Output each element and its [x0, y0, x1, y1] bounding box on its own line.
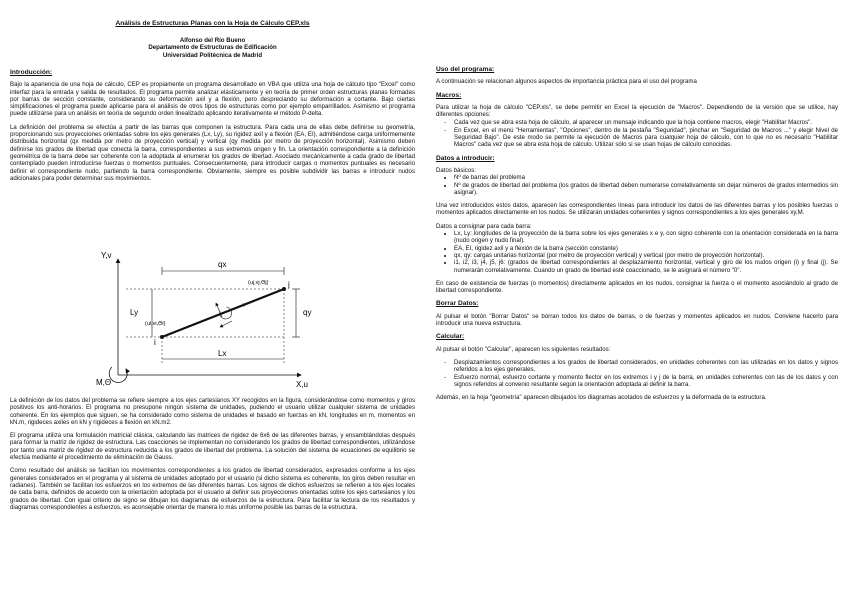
- qy-label: qy: [303, 308, 312, 317]
- moment-label: M,Θ: [96, 378, 112, 387]
- right-column: [436, 66, 838, 407]
- ly-label: Ly: [130, 308, 139, 317]
- macros-list: [436, 119, 838, 148]
- y-axis-label: Y,v: [101, 251, 112, 260]
- datos-paragraph: Una vez introducidos estos datos, aparecen las correspondientes líneas para introducir los datos de las diferentes barras y los posibles fuerzas o momentos aplicados directamente en los nudos. Se utilizarán unidades coherentes y signos correspondientes a los ejes generales xy,M.: [436, 202, 838, 217]
- node-i-label: i: [154, 338, 156, 347]
- x-axis-label: X,u: [296, 380, 309, 389]
- load-arrow: [220, 321, 232, 327]
- calcular-heading: Calcular:: [436, 333, 465, 341]
- list-item: - Cada vez que se abra esta hoja de cálculo, al aparecer un mensaje indicando que la hoja contiene macros, elegir "Habilitar Macros".: [454, 119, 838, 126]
- list-item: • Nº de barras del problema: [454, 174, 838, 181]
- intro-heading: Introducción:: [10, 69, 53, 76]
- datos-basicos-list: [436, 174, 838, 196]
- list-item: • EA, EI, rigidez axil y a flexión de la barra (sección constante): [454, 245, 838, 252]
- macros-heading: Macros:: [436, 91, 462, 99]
- intro-paragraph-3: La definición de los datos del problema se refiere siempre a los ejes cartesianos XY recogidos en la figura, considerándose como momentos y giros positivos los anti-horarios. El programa no presupone ningún sistema de unidades, pudiendo el usuario utilizar cualquier sistema de unidades coherente. En los ejemplos que siguen, se ha considerado como sistema de unidades el basado en fuerzas en kN, longitudes en m, momentos en kN.m, rigideces axiles en kN y rigideces a flexión en kN.m2.: [10, 397, 415, 426]
- intro-paragraph-5: Como resultado del análisis se facilitan los movimientos correspondientes a los grados de libertad considerados, expresados conforme a los ejes generales considerados en el programa y al sistema de unidades adoptado por el usuario (si dicho sistema es coherente, los giros deben resultar en radianes). También se facilitan los esfuerzos en los extremos de las diferentes barras. Los signos de dichos esfuerzos se refieren a los ejes locales de cada barra, definidos de acuerdo con la orientación adoptada por el usuario al definir sus proyecciones orientadas sobre los ejes cartesianos y los grados de libertad. Con igual criterio de signo se dibujan los diagramas de esfuerzos de la estructura. Para facilitar la lectura de los resultados y diagramas correspondientes a esfuerzos, es aconsejable orientar de manera lo más uniforme posible las barras de la estructura.: [10, 467, 415, 511]
- list-item: • qx, qy: cargas unitarias horizontal (por metro de proyección vertical) y vertical (por metro de proyección horizontal).: [454, 252, 838, 259]
- datos-basicos-label: Datos básicos:: [436, 166, 476, 174]
- calcular-paragraph: Al pulsar el botón "Calcular", aparecen los siguientes resultados:: [436, 345, 611, 353]
- list-item: • i1, i2, i3, j4, j5, j6: (grados de libertad correspondientes al desplazamiento horizontal, vertical y giro de los nudos origen (i) y final (j). Se numerarán correlativamente. Cuando un grado de libertad esté coaccionado, se le asignará el número "0".: [454, 259, 838, 274]
- lx-label: Lx: [218, 349, 227, 358]
- uso-paragraph: A continuación se relacionan algunos aspectos de importancia práctica para el uso del programa: [436, 78, 697, 86]
- calcular-list: [436, 359, 838, 388]
- dof-i-label: (ui,vi,Θi): [145, 321, 166, 327]
- intro-paragraph-4: El programa utiliza una formulación matricial clásica, calculando las matrices de rigidez de 6x6 de las diferentes barras, y ensamblándolas después para formar la matriz de rigidez de estructura. Las coacciones se implementan no considerando los grados de libertad correspondientes, utilizándose por tanto una matriz de rigidez de estructura reducida a los grados de libertad del problema. La solución del sistema de ecuaciones de equilibrio se efectúa mediante el procedimiento de eliminación de Gauss.: [10, 432, 415, 462]
- borrar-paragraph: Al pulsar el botón "Borrar Datos" se borran todos los datos de barras, o de fuerzas y momentos aplicados en nudos. Conviene hacerlo para introducir una nueva estructura.: [436, 312, 838, 328]
- datos-barra-list: [436, 230, 838, 274]
- final-paragraph: Además, en la hoja "geometría" aparecen dibujados los diagramas acotados de esfuerzos y la deformada de la estructura.: [436, 394, 767, 402]
- author-university: Universidad Politécnica de Madrid: [162, 51, 263, 59]
- qx-label: qx: [218, 260, 227, 269]
- uso-heading: Uso del programa:: [436, 66, 495, 73]
- authors-block: [10, 37, 415, 59]
- list-item: • Nº de grados de libertad del problema (los grados de libertad deben numerarse correlativamente sin dejar números de grados intermedios sin asignar).: [454, 182, 838, 197]
- dof-j-label: (uj,vj,Θj): [248, 280, 269, 286]
- fuerzas-paragraph: En caso de existencia de fuerzas (o momentos) directamente aplicados en los nudos, consignar la fuerza o el momento asociándolo al grado de libertad correspondiente.: [436, 279, 838, 295]
- author-name: Alfonso del Río Bueno: [179, 37, 246, 44]
- list-item: - Esfuerzo normal, esfuerzo cortante y momento flector en los extremos i y j de la barra, en unidades coherentes con las de los datos y con signos referidos al convenio resultante según la orientación adoptada al definir la barra.: [454, 374, 838, 389]
- structure-figure: [96, 247, 326, 397]
- intro-section-top: [10, 69, 415, 188]
- list-item: - En Excel, en el menú "Herramientas", "Opciones", dentro de la pestaña "Seguridad", pinchar en "Seguridad de Macros ..." y elegir Nivel de Seguridad Bajo". De este modo se permite la ejecución de Macros para cualquier hoja de cálculo, con lo que no es necesario "Habilitar Macros" cada vez que se abra esta hoja de cálculo. Utilizar sólo si se usan hojas de cálculo conocidas.: [454, 127, 838, 149]
- macros-paragraph: Para utilizar la hoja de cálculo "CEP.xls", se debe permitir en Excel la ejecución de "Macros". Dependiendo de la versión que se utilice, hay diferentes opciones:: [436, 103, 838, 119]
- author-department: Departamento de Estructuras de Edificación: [148, 44, 277, 52]
- local-x-arrow: [214, 304, 246, 317]
- datos-barra-label: Datos a consignar para cada barra:: [436, 222, 532, 230]
- intro-paragraph-1: Bajo la apariencia de una hoja de cálculo, CEP es propiamente un programa desarrollado en VBA que utiliza una hoja de cálculo tipo "Excel" como interfaz para la entrada y salida de resultados. El programa permite analizar elásticamente y en teoría de primer orden estructuras planas formadas por barras de sección constante, considerando su deformación axil y a flexión, pero despreciando su deformación a cortante. Bajo ciertas simplificaciones el programa puede aplicarse para el análisis de otros tipos de estructuras como por ejemplo emparrillados. Asimismo el programa puede utilizarse para un análisis en teoría de segundo orden linealizado aplicando iterativamente el método P-delta.: [10, 81, 415, 118]
- datos-heading: Datos a introducir:: [436, 154, 495, 162]
- list-item: • Lx, Ly: longitudes de la proyección de la barra sobre los ejes generales x e y, con signo coherente con la orientación considerada en la barra (nudo origen y nudo final).: [454, 230, 838, 245]
- bar-ij: [162, 289, 284, 337]
- list-item: - Desplazamientos correspondientes a los grados de libertad considerados, en unidades coherentes con las utilizadas en los datos y signos referidos a los ejes generales.: [454, 359, 838, 374]
- borrar-heading: Borrar Datos:: [436, 300, 479, 308]
- page-title: Análisis de Estructuras Planas con la Hoja de Cálculo CEP.xls: [115, 20, 310, 27]
- node-j-label: j: [288, 280, 290, 289]
- intro-paragraph-2: La definición del problema se efectúa a partir de las barras que componen la estructura. Para cada una de ellas debe definirse su geometría, proporcionando sus proyecciones orientadas sobre los ejes generales (Lx, Ly), su rigidez axil y a flexión (EA, EI), admitiéndose carga uniformemente distribuida horizontal (qx medida por metro de proyección vertical) y vertical (qy medida por metro de proyección horizontal). Asimismo deben definirse los grados de libertad que conecta la barra, correspondientes a sus extremos origen y fin. La orientación correspondiente a la definición geométrica de la barra debe ser coherente con la adoptada al enumerar los grados de libertad. Asociado mecánicamente a cada grado de libertad contemplado pueden introducirse fuerzas o momentos puntuales. Consecuentemente, para introducir cargas o momentos puntuales es necesario definir el correspondiente nudo, partiendo la barra correspondiente. Obviamente, siempre es posible subdividir las barras e introducir nudos adicionales para poder determinar sus movimientos.: [10, 123, 415, 182]
- intro-section-bottom: [10, 397, 415, 517]
